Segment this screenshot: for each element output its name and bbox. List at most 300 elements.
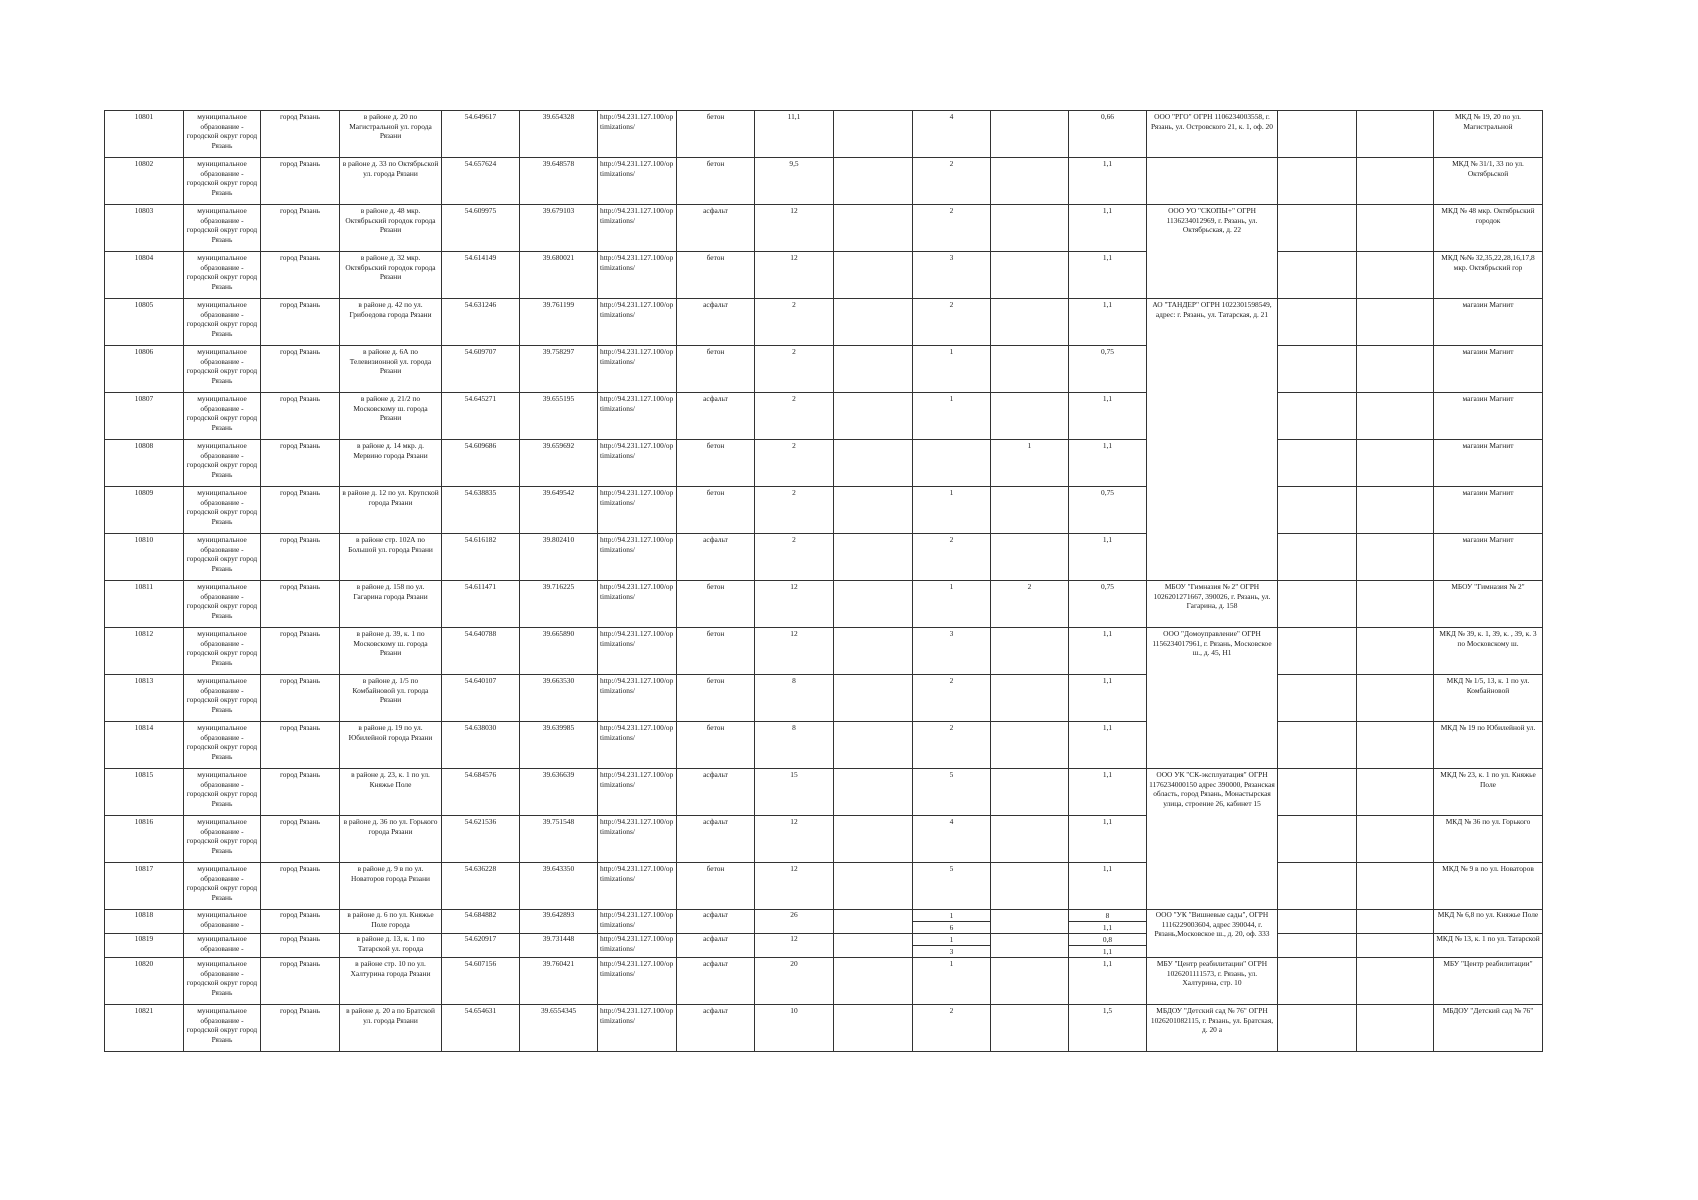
cell-record-number xyxy=(105,205,184,252)
cell-col-16 xyxy=(1357,1005,1434,1052)
cell-longitude-text: 39.6554345 xyxy=(540,1006,577,1015)
cell-longitude xyxy=(520,934,598,958)
cell-volume xyxy=(1069,675,1147,722)
cell-containers xyxy=(913,934,991,958)
cell-latitude xyxy=(442,440,520,487)
cell-col-12 xyxy=(991,769,1069,816)
cell-col-10 xyxy=(834,111,913,158)
cell-address xyxy=(340,440,442,487)
cell-volume xyxy=(1069,628,1147,675)
cell-containers-text: 1 xyxy=(949,959,954,968)
cell-longitude-text: 39.679103 xyxy=(542,206,575,215)
cell-volume-text: 1,1 xyxy=(1102,300,1113,309)
cell-area xyxy=(755,722,834,769)
cell-latitude xyxy=(442,205,520,252)
cell-surface-type xyxy=(677,346,755,393)
cell-settlement-text: город Рязань xyxy=(279,582,321,591)
cell-col-15 xyxy=(1278,722,1357,769)
cell-municipality xyxy=(184,440,261,487)
cell-col-10 xyxy=(834,769,913,816)
cell-longitude-text: 39.758297 xyxy=(542,347,575,356)
cell-longitude xyxy=(520,675,598,722)
cell-latitude-text: 54.657624 xyxy=(464,159,497,168)
cell-municipality-text: муниципальное образование - городской округ город Рязань xyxy=(186,206,258,244)
cell-address-text: в районе д. 32 мкр. Октябрьский городок города Рязани xyxy=(345,253,436,281)
cell-settlement-text: город Рязань xyxy=(279,441,321,450)
cell-municipality xyxy=(184,205,261,252)
cell-col-15 xyxy=(1278,346,1357,393)
cell-containers xyxy=(913,158,991,205)
cell-record-number xyxy=(105,934,184,958)
cell-volume xyxy=(1069,534,1147,581)
cell-record-number xyxy=(105,863,184,910)
cell-longitude xyxy=(520,816,598,863)
cell-col-16 xyxy=(1357,816,1434,863)
table-row xyxy=(105,393,1543,440)
cell-settlement-text: город Рязань xyxy=(279,300,321,309)
cell-record-number xyxy=(105,816,184,863)
cell-record-number-text: 10811 xyxy=(134,582,154,591)
cell-address xyxy=(340,158,442,205)
cell-volume xyxy=(1069,111,1147,158)
cell-address-text: в районе д. 42 по ул. Грибоедова города Рязани xyxy=(349,300,432,319)
cell-owner xyxy=(1147,299,1278,581)
cell-surface-type xyxy=(677,722,755,769)
table-row xyxy=(105,252,1543,299)
cell-settlement-text: город Рязань xyxy=(279,535,321,544)
cell-settlement xyxy=(261,534,340,581)
cell-waste-sources xyxy=(1434,958,1543,1005)
cell-col-15 xyxy=(1278,393,1357,440)
cell-col-15 xyxy=(1278,487,1357,534)
cell-municipality xyxy=(184,252,261,299)
cell-settlement xyxy=(261,158,340,205)
cell-col-10 xyxy=(834,628,913,675)
cell-surface-type-text: асфальт xyxy=(703,535,728,544)
cell-settlement xyxy=(261,111,340,158)
cell-col-16 xyxy=(1357,158,1434,205)
cell-scheme-link-text: http://94.231.127.100/optimizations/ xyxy=(600,535,674,554)
cell-col-16 xyxy=(1357,958,1434,1005)
cell-col-12 xyxy=(991,393,1069,440)
cell-municipality-text: муниципальное образование - городской округ город Рязань xyxy=(186,300,258,338)
cell-latitude xyxy=(442,111,520,158)
cell-scheme-link xyxy=(598,816,677,863)
cell-address xyxy=(340,769,442,816)
cell-latitude-text: 54.621536 xyxy=(464,817,497,826)
cell-waste-sources-text: магазин Магнит xyxy=(1462,535,1514,544)
cell-col-10 xyxy=(834,487,913,534)
cell-col-16 xyxy=(1357,252,1434,299)
cell-surface-type xyxy=(677,628,755,675)
cell-municipality xyxy=(184,534,261,581)
cell-municipality xyxy=(184,158,261,205)
cell-address-text: в районе д. 23, к. 1 по ул. Княжье Поле xyxy=(351,770,430,789)
cell-volume-text: 1,1 xyxy=(1102,441,1113,450)
cell-col-16 xyxy=(1357,769,1434,816)
cell-containers-text: 1 xyxy=(949,394,954,403)
cell-col-10 xyxy=(834,722,913,769)
cell-record-number-text: 10818 xyxy=(134,910,154,919)
cell-col-10 xyxy=(834,252,913,299)
cell-containers xyxy=(913,722,991,769)
cell-containers xyxy=(913,769,991,816)
cell-longitude-text: 39.716225 xyxy=(542,582,575,591)
cell-scheme-link xyxy=(598,958,677,1005)
cell-owner-text: ООО УО "СКОПЫ+" ОГРН 1136234012969, г. Рязань, ул. Октябрьская, д. 22 xyxy=(1166,206,1258,234)
cell-volume xyxy=(1069,252,1147,299)
cell-scheme-link xyxy=(598,581,677,628)
cell-volume-text: 0,66 xyxy=(1101,112,1114,121)
cell-longitude xyxy=(520,769,598,816)
cell-surface-type-text: асфальт xyxy=(703,300,728,309)
cell-waste-sources xyxy=(1434,158,1543,205)
table-row xyxy=(105,769,1543,816)
cell-latitude xyxy=(442,628,520,675)
cell-surface-type-text: бетон xyxy=(706,864,725,873)
cell-scheme-link xyxy=(598,440,677,487)
cell-surface-type-text: асфальт xyxy=(703,934,728,943)
cell-longitude xyxy=(520,299,598,346)
cell-record-number-text: 10817 xyxy=(134,864,154,873)
cell-col-12 xyxy=(991,158,1069,205)
cell-settlement xyxy=(261,393,340,440)
cell-latitude-text: 54.631246 xyxy=(464,300,497,309)
cell-record-number xyxy=(105,722,184,769)
cell-address xyxy=(340,1005,442,1052)
cell-address-text: в районе д. 48 мкр. Октябрьский городок города Рязани xyxy=(345,206,436,234)
cell-owner xyxy=(1147,158,1278,205)
cell-surface-type-text: асфальт xyxy=(703,394,728,403)
cell-containers-text: 2 xyxy=(949,159,954,168)
cell-waste-sources-text: МКД №№ 32,35,22,28,16,17,8 мкр. Октябрьский гор xyxy=(1441,253,1535,272)
cell-area xyxy=(755,910,834,934)
table-row xyxy=(105,628,1543,675)
cell-municipality-text: муниципальное образование - городской округ город Рязань xyxy=(186,629,258,667)
cell-col-10 xyxy=(834,816,913,863)
cell-longitude xyxy=(520,581,598,628)
table-row xyxy=(105,958,1543,1005)
cell-longitude xyxy=(520,111,598,158)
cell-area-text: 12 xyxy=(790,253,798,262)
cell-address xyxy=(340,534,442,581)
cell-scheme-link-text: http://94.231.127.100/optimizations/ xyxy=(600,253,674,272)
cell-containers xyxy=(913,863,991,910)
cell-record-number xyxy=(105,581,184,628)
cell-scheme-link xyxy=(598,205,677,252)
cell-municipality xyxy=(184,1005,261,1052)
cell-surface-type-text: асфальт xyxy=(703,817,728,826)
cell-municipality-text: муниципальное образование - городской округ город Рязань xyxy=(186,441,258,479)
cell-address xyxy=(340,111,442,158)
cell-surface-type xyxy=(677,675,755,722)
cell-waste-sources xyxy=(1434,910,1543,934)
cell-latitude-text: 54.684882 xyxy=(464,910,497,919)
cell-area-text: 12 xyxy=(790,206,798,215)
cell-latitude xyxy=(442,722,520,769)
cell-containers-text: 4 xyxy=(949,817,954,826)
cell-containers-text: 1 xyxy=(949,488,954,497)
cell-containers-part: 6 xyxy=(913,921,990,933)
cell-volume-text: 1,1 xyxy=(1102,394,1113,403)
table-body xyxy=(105,111,1543,1052)
cell-col-10 xyxy=(834,910,913,934)
cell-settlement-text: город Рязань xyxy=(279,676,321,685)
table-row xyxy=(105,487,1543,534)
cell-scheme-link xyxy=(598,628,677,675)
cell-settlement xyxy=(261,252,340,299)
cell-waste-sources xyxy=(1434,534,1543,581)
cell-volume-text: 0,75 xyxy=(1101,488,1114,497)
cell-owner xyxy=(1147,628,1278,769)
cell-scheme-link xyxy=(598,393,677,440)
cell-volume xyxy=(1069,722,1147,769)
cell-owner-text: МБДОУ "Детский сад № 76" ОГРН 1026201082115, г. Рязань, ул. Братская, д. 20 а xyxy=(1150,1006,1274,1034)
cell-record-number-text: 10806 xyxy=(134,347,154,356)
cell-col-15 xyxy=(1278,299,1357,346)
cell-col-12-text: 2 xyxy=(1027,582,1032,591)
cell-longitude xyxy=(520,158,598,205)
table-row xyxy=(105,581,1543,628)
cell-longitude-text: 39.643350 xyxy=(542,864,575,873)
table-row xyxy=(105,346,1543,393)
cell-volume-text: 1,1 xyxy=(1102,159,1113,168)
cell-scheme-link xyxy=(598,722,677,769)
cell-area xyxy=(755,816,834,863)
cell-address xyxy=(340,487,442,534)
cell-col-15 xyxy=(1278,581,1357,628)
cell-waste-sources-text: МБОУ "Гимназия № 2" xyxy=(1451,582,1525,591)
cell-containers-text: 2 xyxy=(949,535,954,544)
cell-settlement xyxy=(261,722,340,769)
cell-area xyxy=(755,863,834,910)
cell-longitude xyxy=(520,1005,598,1052)
cell-scheme-link-text: http://94.231.127.100/optimizations/ xyxy=(600,206,674,225)
cell-waste-sources-text: магазин Магнит xyxy=(1462,488,1514,497)
cell-latitude xyxy=(442,1005,520,1052)
cell-surface-type-text: бетон xyxy=(706,676,725,685)
cell-settlement xyxy=(261,675,340,722)
cell-containers xyxy=(913,581,991,628)
cell-settlement xyxy=(261,1005,340,1052)
cell-latitude-text: 54.609707 xyxy=(464,347,497,356)
cell-waste-sources-text: МБУ "Центр реабилитации" xyxy=(1443,959,1533,968)
table-row xyxy=(105,440,1543,487)
cell-col-15 xyxy=(1278,534,1357,581)
cell-volume-text: 1,1 xyxy=(1102,770,1113,779)
cell-surface-type-text: бетон xyxy=(706,582,725,591)
cell-municipality-text: муниципальное образование - городской округ город Рязань xyxy=(186,723,258,761)
table-row xyxy=(105,722,1543,769)
cell-owner xyxy=(1147,111,1278,158)
cell-municipality-text: муниципальное образование - городской округ город Рязань xyxy=(186,159,258,197)
cell-scheme-link-text: http://94.231.127.100/optimizations/ xyxy=(600,394,674,413)
cell-containers-text: 2 xyxy=(949,676,954,685)
cell-col-12 xyxy=(991,722,1069,769)
cell-scheme-link xyxy=(598,346,677,393)
cell-col-10 xyxy=(834,205,913,252)
cell-containers-text: 4 xyxy=(949,112,954,121)
cell-record-number xyxy=(105,487,184,534)
cell-surface-type-text: бетон xyxy=(706,112,725,121)
cell-owner xyxy=(1147,205,1278,299)
cell-longitude-text: 39.655195 xyxy=(542,394,575,403)
cell-surface-type xyxy=(677,158,755,205)
cell-longitude-text: 39.648578 xyxy=(542,159,575,168)
cell-latitude xyxy=(442,299,520,346)
cell-longitude-text: 39.802410 xyxy=(542,535,575,544)
cell-waste-sources-text: МКД № 36 по ул. Горького xyxy=(1445,817,1531,826)
cell-volume xyxy=(1069,581,1147,628)
cell-waste-sources xyxy=(1434,675,1543,722)
cell-waste-sources-text: МКД № 48 мкр. Октябрьский городок xyxy=(1441,206,1535,225)
cell-address xyxy=(340,581,442,628)
cell-volume-text: 1,1 xyxy=(1102,535,1113,544)
cell-settlement xyxy=(261,299,340,346)
cell-col-12 xyxy=(991,1005,1069,1052)
cell-longitude-text: 39.731448 xyxy=(542,934,575,943)
cell-address xyxy=(340,628,442,675)
cell-owner xyxy=(1147,1005,1278,1052)
cell-settlement-text: город Рязань xyxy=(279,159,321,168)
cell-settlement-text: город Рязань xyxy=(279,629,321,638)
cell-containers xyxy=(913,252,991,299)
cell-address-text: в районе д. 13, к. 1 по Татарской ул. города xyxy=(356,934,425,953)
cell-longitude-text: 39.642893 xyxy=(542,910,575,919)
cell-record-number xyxy=(105,910,184,934)
cell-municipality xyxy=(184,769,261,816)
cell-col-16 xyxy=(1357,111,1434,158)
cell-col-16 xyxy=(1357,628,1434,675)
cell-containers xyxy=(913,816,991,863)
cell-waste-sources xyxy=(1434,628,1543,675)
cell-latitude xyxy=(442,393,520,440)
cell-volume-part: 8 xyxy=(1105,911,1110,920)
cell-area xyxy=(755,393,834,440)
cell-area-text: 12 xyxy=(790,582,798,591)
cell-col-16 xyxy=(1357,205,1434,252)
cell-municipality-text: муниципальное образование - городской округ город Рязань xyxy=(186,1006,258,1044)
cell-surface-type-text: асфальт xyxy=(703,206,728,215)
cell-area-text: 2 xyxy=(792,347,796,356)
cell-longitude-text: 39.663530 xyxy=(542,676,575,685)
cell-col-12 xyxy=(991,299,1069,346)
cell-col-10 xyxy=(834,393,913,440)
cell-surface-type xyxy=(677,299,755,346)
cell-col-12 xyxy=(991,440,1069,487)
cell-containers xyxy=(913,487,991,534)
cell-volume-text: 0,75 xyxy=(1101,347,1114,356)
cell-area xyxy=(755,158,834,205)
cell-address-text: в районе д. 6А по Телевизионной ул. города Рязани xyxy=(349,347,432,375)
cell-owner-text: МБОУ "Гимназия № 2" ОГРН 1026201271667, 390026, г. Рязань, ул. Гагарина, д. 158 xyxy=(1153,582,1271,610)
cell-municipality xyxy=(184,863,261,910)
cell-volume-text: 1,1 xyxy=(1102,723,1113,732)
cell-latitude-text: 54.638030 xyxy=(464,723,497,732)
cell-longitude xyxy=(520,252,598,299)
cell-longitude-text: 39.680021 xyxy=(542,253,575,262)
cell-latitude xyxy=(442,769,520,816)
cell-latitude-text: 54.640107 xyxy=(464,676,497,685)
cell-address xyxy=(340,252,442,299)
cell-containers-text: 5 xyxy=(949,864,954,873)
cell-record-number-text: 10801 xyxy=(134,112,154,121)
cell-containers-text: 3 xyxy=(949,629,954,638)
cell-record-number-text: 10805 xyxy=(134,300,154,309)
cell-scheme-link xyxy=(598,934,677,958)
cell-volume-text: 1,1 xyxy=(1102,253,1113,262)
cell-area xyxy=(755,299,834,346)
cell-record-number-text: 10821 xyxy=(134,1006,154,1015)
cell-col-12 xyxy=(991,487,1069,534)
cell-surface-type-text: асфальт xyxy=(703,770,728,779)
cell-surface-type xyxy=(677,910,755,934)
cell-scheme-link-text: http://94.231.127.100/optimizations/ xyxy=(600,441,674,460)
cell-area xyxy=(755,346,834,393)
table-row xyxy=(105,111,1543,158)
cell-municipality xyxy=(184,299,261,346)
cell-owner-text: ООО "Домоуправление" ОГРН 1156234017961, г. Рязань, Московское ш., д. 45, Н1 xyxy=(1152,629,1272,657)
cell-address-text: в районе д. 1/5 по Комбайновой ул. города Рязани xyxy=(352,676,429,704)
cell-col-16 xyxy=(1357,722,1434,769)
cell-municipality-text: муниципальное образование - городской округ город Рязань xyxy=(186,488,258,526)
cell-longitude xyxy=(520,440,598,487)
cell-latitude-text: 54.616182 xyxy=(464,535,497,544)
cell-col-10 xyxy=(834,1005,913,1052)
cell-scheme-link-text: http://94.231.127.100/optimizations/ xyxy=(600,723,674,742)
cell-waste-sources xyxy=(1434,111,1543,158)
cell-scheme-link-text: http://94.231.127.100/optimizations/ xyxy=(600,300,674,319)
cell-latitude-text: 54.609686 xyxy=(464,441,497,450)
cell-longitude-text: 39.760421 xyxy=(542,959,575,968)
cell-settlement-text: город Рязань xyxy=(279,817,321,826)
cell-waste-sources-text: магазин Магнит xyxy=(1462,394,1514,403)
cell-settlement xyxy=(261,910,340,934)
cell-area xyxy=(755,440,834,487)
cell-latitude xyxy=(442,958,520,1005)
cell-surface-type xyxy=(677,581,755,628)
cell-municipality xyxy=(184,910,261,934)
table-row xyxy=(105,534,1543,581)
cell-address-text: в районе д. 20 а по Братской ул. города Рязани xyxy=(346,1006,435,1025)
cell-col-12 xyxy=(991,934,1069,958)
cell-owner-text: АО "ТАНДЕР" ОГРН 1022301598549, адрес: г. Рязань, ул. Татарская, д. 21 xyxy=(1152,300,1272,319)
cell-latitude xyxy=(442,816,520,863)
cell-area-text: 12 xyxy=(790,934,798,943)
cell-record-number-text: 10802 xyxy=(134,159,154,168)
cell-scheme-link-text: http://94.231.127.100/optimizations/ xyxy=(600,582,674,601)
cell-municipality-text: муниципальное образование - городской округ город Рязань xyxy=(186,535,258,573)
cell-municipality xyxy=(184,958,261,1005)
cell-surface-type xyxy=(677,958,755,1005)
cell-settlement-text: город Рязань xyxy=(279,910,321,919)
cell-col-12 xyxy=(991,863,1069,910)
cell-latitude-text: 54.638835 xyxy=(464,488,497,497)
cell-area-text: 2 xyxy=(792,488,796,497)
cell-volume-text: 1,5 xyxy=(1102,1006,1113,1015)
cell-col-12 xyxy=(991,252,1069,299)
cell-col-12 xyxy=(991,816,1069,863)
cell-surface-type-text: бетон xyxy=(706,347,725,356)
cell-col-12 xyxy=(991,675,1069,722)
cell-record-number-text: 10803 xyxy=(134,206,154,215)
cell-surface-type-text: бетон xyxy=(706,723,725,732)
cell-waste-sources xyxy=(1434,299,1543,346)
cell-settlement xyxy=(261,863,340,910)
cell-surface-type xyxy=(677,111,755,158)
cell-scheme-link-text: http://94.231.127.100/optimizations/ xyxy=(600,159,674,178)
cell-waste-sources xyxy=(1434,440,1543,487)
